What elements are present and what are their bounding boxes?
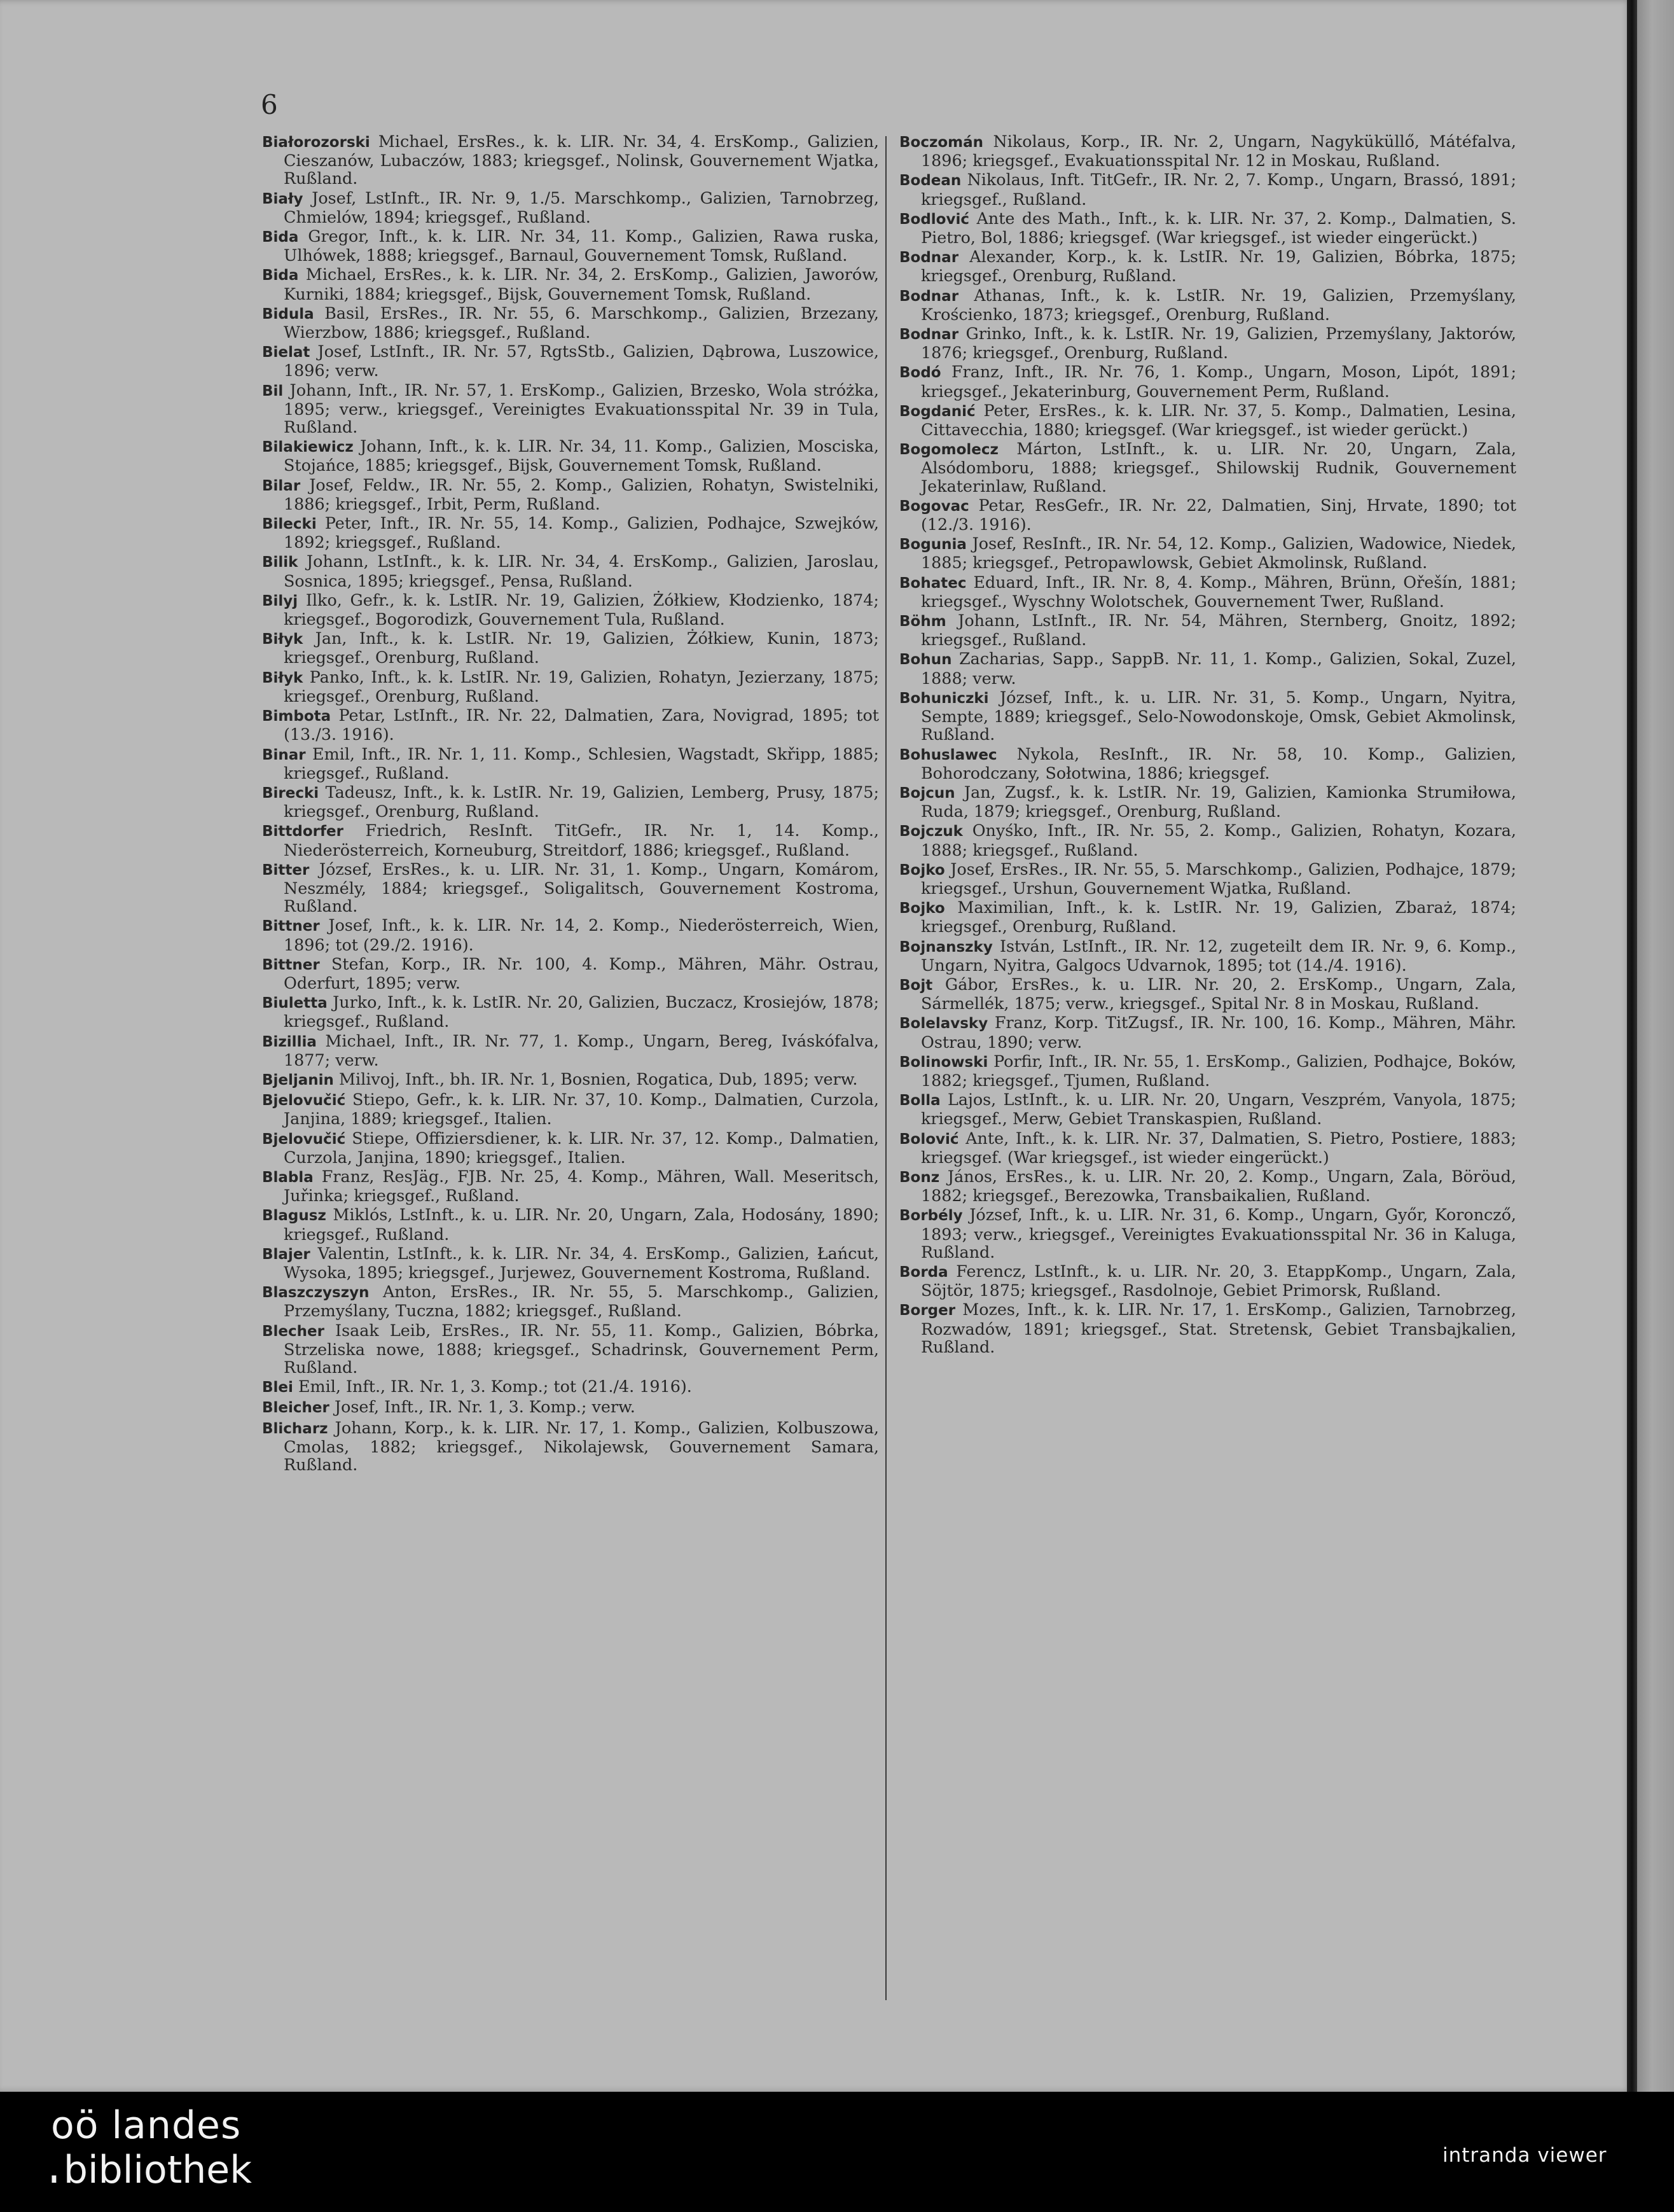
entry-details: Gábor, ErsRes., k. u. LIR. Nr. 20, 2. ErsKomp., Ungarn, Zala, Sármellék, 1875; verw., kriegsgef., Spital Nr. 8 in Moskau, Rußland. — [921, 974, 1516, 1013]
entry-details: József, Inft., k. u. LIR. Nr. 31, 5. Komp., Ungarn, Nyitra, Sempte, 1889; kriegsgef., Selo-Nowodonskoje, Omsk, Gebiet Akmolinsk, Rußland. — [921, 687, 1516, 744]
register-entry — [899, 1206, 1516, 1261]
register-entry — [262, 668, 879, 705]
entry-details: Emil, Inft., IR. Nr. 1, 11. Komp., Schlesien, Wagstadt, Skřipp, 1885; kriegsgef., Rußland. — [284, 744, 879, 783]
entry-details: Stiepe, Offiziersdiener, k. k. LIR. Nr. 37, 12. Komp., Dalmatien, Curzola, Janjina, 1890; kriegsgef., Italien. — [284, 1128, 879, 1167]
register-entry — [262, 783, 879, 820]
entry-surname: Birecki — [262, 784, 319, 802]
next-page-edge — [1637, 0, 1674, 2092]
register-entry — [262, 993, 879, 1030]
entry-details: Franz, Korp. TitZugsf., IR. Nr. 100, 16. Komp., Mähren, Mähr. Ostrau, 1890; verw. — [921, 1013, 1516, 1052]
entry-details: Mozes, Inft., k. k. LIR. Nr. 17, 1. ErsKomp., Galizien, Tarnobrzeg, Rozwadów, 1891; kriegsgef., Stat. Stretensk, Gebiet Transbajkalien, Rußland. — [921, 1300, 1516, 1356]
entry-surname: Borbély — [899, 1207, 963, 1225]
entry-details: Miklós, LstInft., k. u. LIR. Nr. 20, Ungarn, Zala, Hodosány, 1890; kriegsgef., Rußland. — [284, 1205, 879, 1244]
entry-surname: Biłyk — [262, 669, 303, 686]
entry-surname: Bjelovučić — [262, 1130, 346, 1148]
entry-details: Franz, ResJäg., FJB. Nr. 25, 4. Komp., Mähren, Wall. Meseritsch, Juřinka; kriegsgef., Rußland. — [284, 1166, 879, 1206]
register-entry — [262, 552, 879, 589]
entry-surname: Bodlović — [899, 211, 969, 228]
entry-details: Alexander, Korp., k. k. LstIR. Nr. 19, Galizien, Bóbrka, 1875; kriegsgef., Orenburg, Rußland. — [921, 247, 1517, 286]
register-entry — [899, 534, 1516, 571]
entry-details: Zacharias, Sapp., SappB. Nr. 11, 1. Komp., Galizien, Sokal, Zuzel, 1888; verw. — [921, 649, 1517, 688]
left-column — [262, 132, 879, 1475]
register-entry — [899, 496, 1516, 533]
register-entry — [899, 247, 1516, 284]
entry-details: Jurko, Inft., k. k. LstIR. Nr. 20, Galizien, Buczacz, Krosiejów, 1878; kriegsgef., Rußland. — [284, 992, 879, 1031]
entry-details: Josef, Feldw., IR. Nr. 55, 2. Komp., Galizien, Rohatyn, Swistelniki, 1886; kriegsgef., Irbit, Perm, Rußland. — [284, 475, 879, 513]
register-entry — [262, 860, 879, 915]
entry-details: Peter, Inft., IR. Nr. 55, 14. Komp., Galizien, Podhajce, Szwejków, 1892; kriegsgef., Rußland. — [284, 513, 879, 552]
entry-surname: Bolla — [899, 1092, 941, 1109]
entry-surname: Bohun — [899, 651, 952, 669]
register-entry — [899, 209, 1516, 246]
register-entry — [262, 1090, 879, 1127]
entry-surname: Bodó — [899, 365, 941, 382]
entry-details: Josef, Inft., IR. Nr. 1, 3. Komp.; verw. — [334, 1397, 635, 1417]
register-entry — [899, 898, 1516, 935]
entry-surname: Blaszczyszyn — [262, 1284, 370, 1302]
entry-surname: Bittner — [262, 918, 320, 935]
entry-surname: Bojt — [899, 977, 933, 994]
entry-surname: Bogomolecz — [899, 442, 999, 459]
entry-details: Nikolaus, Inft. TitGefr., IR. Nr. 2, 7. Komp., Ungarn, Brassó, 1891; kriegsgef., Rußland. — [921, 170, 1516, 209]
entry-surname: Blicharz — [262, 1420, 328, 1437]
entry-surname: Bojcun — [899, 784, 955, 802]
entry-surname: Biłyk — [262, 631, 303, 648]
entry-surname: Bimbota — [262, 708, 331, 725]
entry-details: Valentin, LstInft., k. k. LIR. Nr. 34, 4. ErsKomp., Galizien, Łańcut, Wysoka, 1895; kriegsgef., Jurjewez, Gouvernement Kostroma, Rußland. — [284, 1243, 879, 1282]
entry-surname: Bolović — [899, 1130, 959, 1148]
entry-details: Grinko, Inft., k. k. LstIR. Nr. 19, Galizien, Przemyślany, Jaktorów, 1876; kriegsgef., Orenburg, Rußland. — [921, 324, 1516, 363]
entry-surname: Bittner — [262, 956, 320, 973]
register-entry — [899, 745, 1516, 782]
entry-details: István, LstInft., IR. Nr. 12, zugeteilt dem IR. Nr. 9, 6. Komp., Ungarn, Nyitra, Galgocs Udvarnok, 1895; tot (14./4. 1916). — [921, 936, 1516, 975]
entry-details: Nykola, ResInft., IR. Nr. 58, 10. Komp., Galizien, Bohorodczany, Sołotwina, 1886; kriegsgef. — [921, 744, 1516, 783]
register-entry — [262, 1398, 879, 1417]
register-entry — [262, 1419, 879, 1474]
entry-surname: Bohatec — [899, 574, 967, 592]
register-entry — [262, 821, 879, 858]
entry-surname: Blagusz — [262, 1207, 326, 1225]
entry-details: Emil, Inft., IR. Nr. 1, 3. Komp.; tot (21./4. 1916). — [298, 1377, 692, 1396]
entry-details: Ante, Inft., k. k. LIR. Nr. 37, Dalmatien, S. Pietro, Postiere, 1883; kriegsgef. (War kriegsgef., ist wieder eingerückt.) — [921, 1128, 1516, 1167]
register-entry — [899, 170, 1516, 207]
entry-details: Lajos, LstInft., k. u. LIR. Nr. 20, Ungarn, Veszprém, Vanyola, 1875; kriegsgef., Merw, Gebiet Transkaspien, Rußland. — [921, 1090, 1516, 1129]
register-entry — [262, 381, 879, 436]
register-entry — [899, 937, 1516, 974]
entry-details: Athanas, Inft., k. k. LstIR. Nr. 19, Galizien, Przemyślany, Krościenko, 1873; kriegsgef., Orenburg, Rußland. — [921, 285, 1516, 324]
entry-details: Michael, ErsRes., k. k. LIR. Nr. 34, 2. ErsKomp., Galizien, Jaworów, Kurniki, 1884; kriegsgef., Bijsk, Gouvernement Tomsk, Rußland. — [284, 265, 879, 303]
register-entry — [262, 304, 879, 341]
entry-surname: Blei — [262, 1379, 293, 1396]
entry-details: Josef, LstInft., IR. Nr. 9, 1./5. Marschkomp., Galizien, Tarnobrzeg, Chmielów, 1894; kriegsgef., Rußland. — [284, 188, 879, 226]
entry-details: Anton, ErsRes., IR. Nr. 55, 5. Marschkomp., Galizien, Przemyślany, Tuczna, 1882; kriegsgef., Rußland. — [284, 1282, 879, 1321]
entry-surname: Bilecki — [262, 516, 317, 533]
entry-surname: Blajer — [262, 1246, 310, 1263]
register-entry — [262, 265, 879, 302]
register-entry — [262, 1167, 879, 1204]
entry-surname: Biuletta — [262, 995, 328, 1012]
entry-surname: Bida — [262, 229, 299, 246]
register-entry — [899, 363, 1516, 400]
entry-surname: Bodnar — [899, 326, 959, 344]
entry-surname: Blecher — [262, 1323, 324, 1340]
entry-surname: Borger — [899, 1302, 956, 1319]
book-spine — [1627, 0, 1637, 2092]
register-entry — [899, 783, 1516, 820]
register-entry — [899, 1167, 1516, 1204]
entry-surname: Bojko — [899, 900, 945, 917]
entry-surname: Bilakiewicz — [262, 439, 354, 456]
entry-details: Johann, Korp., k. k. LIR. Nr. 17, 1. Komp., Galizien, Kolbuszowa, Cmolas, 1882; kriegsgef., Nikolajewsk, Gouvernement Samara, Rußland. — [284, 1417, 879, 1475]
register-entry — [262, 189, 879, 226]
register-entry — [262, 1070, 879, 1089]
logo-bars-icon: III — [51, 2173, 55, 2185]
register-entry — [262, 1244, 879, 1281]
entry-surname: Bidula — [262, 305, 314, 323]
register-entry — [262, 706, 879, 743]
entry-details: Porfir, Inft., IR. Nr. 55, 1. ErsKomp., Galizien, Podhajce, Boków, 1882; kriegsgef., Tjumen, Rußland. — [921, 1051, 1516, 1090]
entry-surname: Bodnar — [899, 288, 959, 305]
entry-details: Jan, Inft., k. k. LstIR. Nr. 19, Galizien, Żółkiew, Kunin, 1873; kriegsgef., Orenburg, Rußland. — [284, 629, 879, 667]
logo-line-2: bibliothek — [63, 2148, 252, 2192]
entry-surname: Blabla — [262, 1169, 314, 1186]
entry-surname: Bilik — [262, 554, 298, 571]
entry-surname: Bjelovučić — [262, 1092, 346, 1109]
entry-surname: Bohuslawec — [899, 746, 997, 763]
entry-surname: Borda — [899, 1263, 948, 1281]
entry-surname: Bilyj — [262, 592, 298, 609]
entry-surname: Bojnanszky — [899, 938, 993, 956]
entry-details: Johann, LstInft., k. k. LIR. Nr. 34, 4. ErsKomp., Galizien, Jaroslau, Sosnica, 1895; kriegsgef., Pensa, Rußland. — [284, 552, 880, 590]
entry-surname: Boczomán — [899, 134, 984, 151]
viewer-brand[interactable]: intranda viewer — [1442, 2144, 1607, 2167]
register-entry — [899, 401, 1516, 438]
entry-details: Ilko, Gefr., k. k. LstIR. Nr. 19, Galizien, Żółkiew, Kłodzienko, 1874; kriegsgef., Bogorodizk, Gouvernement Tula, Rußland. — [284, 590, 879, 629]
entry-details: Milivoj, Inft., bh. IR. Nr. 1, Bosnien, Rogatica, Dub, 1895; verw. — [339, 1069, 858, 1089]
register-entry — [262, 1321, 879, 1377]
right-column — [899, 132, 1516, 1357]
entry-surname: Bogunia — [899, 536, 967, 553]
entry-surname: Bizillia — [262, 1033, 317, 1050]
entry-details: Johann, Inft., IR. Nr. 57, 1. ErsKomp., Galizien, Brzesko, Wola stróżka, 1895; verw., kriegsgef., Vereinigtes Evakuationsspital Nr. 39 in Tula, Rußland. — [284, 380, 879, 437]
register-entry — [262, 1032, 879, 1069]
register-entry — [262, 476, 879, 513]
entry-details: Gregor, Inft., k. k. LIR. Nr. 34, 11. Komp., Galizien, Rawa ruska, Ulhówek, 1888; kriegsgef., Barnaul, Gouvernement Tomsk, Rußland. — [284, 226, 879, 265]
library-logo[interactable] — [51, 2103, 252, 2192]
entry-details: Peter, ErsRes., k. k. LIR. Nr. 37, 5. Komp., Dalmatien, Lesina, Cittavecchia, 1880; kriegsgef. (War kriegsgef., ist wieder gerückt.) — [921, 400, 1516, 440]
register-entry — [899, 611, 1516, 648]
entry-details: Nikolaus, Korp., IR. Nr. 2, Ungarn, Nagyküküllő, Mátéfalva, 1896; kriegsgef., Evakuationsspital Nr. 12 in Moskau, Rußland. — [921, 132, 1516, 170]
register-entry — [899, 688, 1516, 744]
entry-surname: Bil — [262, 382, 284, 400]
entry-surname: Bielat — [262, 344, 310, 361]
entry-details: Panko, Inft., k. k. LstIR. Nr. 19, Galizien, Rohatyn, Jezierzany, 1875; kriegsgef., Orenburg, Rußland. — [284, 667, 879, 706]
entry-surname: Bitter — [262, 861, 310, 879]
register-entry — [899, 324, 1516, 361]
entry-surname: Bilar — [262, 477, 301, 494]
entry-details: Johann, LstInft., IR. Nr. 54, Mähren, Sternberg, Gnoitz, 1892; kriegsgef., Rußland. — [921, 611, 1516, 650]
logo-line-1: oö landes — [51, 2103, 242, 2148]
entry-details: Ferencz, LstInft., k. u. LIR. Nr. 20, 3. EtappKomp., Ungarn, Zala, Söjtör, 1875; kriegsgef., Rasdolnoje, Gebiet Primorsk, Rußland. — [921, 1261, 1516, 1300]
register-entry — [899, 860, 1516, 897]
register-entry — [899, 1013, 1516, 1050]
entry-details: Josef, Inft., k. k. LIR. Nr. 14, 2. Komp., Niederösterreich, Wien, 1896; tot (29./2. 1916). — [284, 915, 879, 954]
register-entry — [262, 514, 879, 551]
entry-details: Friedrich, ResInft. TitGefr., IR. Nr. 1, 14. Komp., Niederösterreich, Korneuburg, Streitdorf, 1886; kriegsgef., Rußland. — [284, 821, 879, 859]
register-entry — [899, 1052, 1516, 1089]
column-divider — [885, 136, 887, 2000]
entry-details: Petar, ResGefr., IR. Nr. 22, Dalmatien, Sinj, Hrvate, 1890; tot (12./3. 1916). — [921, 495, 1516, 534]
register-entry — [262, 1206, 879, 1242]
entry-surname: Bida — [262, 267, 299, 284]
entry-details: Petar, LstInft., IR. Nr. 22, Dalmatien, Zara, Novigrad, 1895; tot (13./3. 1916). — [284, 706, 879, 744]
entry-details: Isaak Leib, ErsRes., IR. Nr. 55, 11. Komp., Galizien, Bóbrka, Strzeliska nowe, 1888; kriegsgef., Schadrinsk, Gouvernement Perm, Rußland. — [284, 1320, 879, 1377]
entry-details: Stefan, Korp., IR. Nr. 100, 4. Komp., Mähren, Mähr. Ostrau, Oderfurt, 1895; verw. — [284, 954, 879, 992]
entry-details: Josef, ErsRes., IR. Nr. 55, 5. Marschkomp., Galizien, Podhajce, 1879; kriegsgef., Urshun, Gouvernement Wjatka, Rußland. — [921, 859, 1516, 898]
register-entry — [262, 437, 879, 474]
register-entry — [899, 975, 1516, 1012]
entry-details: Eduard, Inft., IR. Nr. 8, 4. Komp., Mähren, Brünn, Ořešín, 1881; kriegsgef., Wyschny Wolotschek, Gouvernement Twer, Rußland. — [921, 572, 1516, 611]
register-entry — [899, 132, 1516, 169]
entry-details: Michael, ErsRes., k. k. LIR. Nr. 34, 4. ErsKomp., Galizien, Cieszanów, Lubaczów, 1883; kriegsgef., Nolinsk, Gouvernement Wjatka, Rußland. — [284, 132, 879, 188]
entry-surname: Bjeljanin — [262, 1071, 334, 1089]
register-entry — [899, 573, 1516, 610]
register-entry — [262, 1377, 879, 1396]
entry-details: Onyśko, Inft., IR. Nr. 55, 2. Komp., Galizien, Rohatyn, Kozara, 1888; kriegsgef., Rußland. — [921, 821, 1516, 859]
entry-surname: Białorozorski — [262, 134, 370, 151]
entry-details: Johann, Inft., k. k. LIR. Nr. 34, 11. Komp., Galizien, Mosciska, Stojańce, 1885; kriegsgef., Bijsk, Gouvernement Tomsk, Rußland. — [284, 436, 879, 475]
entry-surname: Biały — [262, 190, 303, 207]
entry-surname: Bonz — [899, 1169, 940, 1186]
entry-details: Tadeusz, Inft., k. k. LstIR. Nr. 19, Galizien, Lemberg, Prusy, 1875; kriegsgef., Orenburg, Rußland. — [284, 782, 879, 821]
register-entry — [262, 955, 879, 992]
entry-details: Franz, Inft., IR. Nr. 76, 1. Komp., Ungarn, Moson, Lipót, 1891; kriegsgef., Jekaterinburg, Gouvernement Perm, Rußland. — [921, 362, 1516, 401]
entry-surname: Bojko — [899, 861, 945, 879]
register-entry — [899, 286, 1516, 323]
entry-details: József, ErsRes., k. u. LIR. Nr. 31, 1. Komp., Ungarn, Komárom, Neszmély, 1884; kriegsgef., Soligalitsch, Gouvernement Kostroma, Rußland. — [284, 859, 879, 916]
entry-surname: Binar — [262, 746, 306, 763]
register-entry — [262, 745, 879, 782]
entry-surname: Bohuniczki — [899, 690, 989, 707]
entry-details: János, ErsRes., k. u. LIR. Nr. 20, 2. Komp., Ungarn, Zala, Böröud, 1882; kriegsgef., Berezowka, Transbaikalien, Rußland. — [921, 1166, 1516, 1206]
register-entry — [899, 1300, 1516, 1356]
register-entry — [262, 132, 879, 188]
register-entry — [262, 591, 879, 628]
register-entry — [262, 1283, 879, 1319]
entry-surname: Bodean — [899, 172, 962, 190]
entry-details: Márton, LstInft., k. u. LIR. Nr. 20, Ungarn, Zala, Alsódomboru, 1888; kriegsgef., Shilowskij Rudnik, Gouvernement Jekaterinlaw, Rußland. — [921, 439, 1516, 496]
register-entry — [899, 1090, 1516, 1127]
register-entry — [262, 629, 879, 666]
register-entry — [899, 1129, 1516, 1166]
page-number: 6 — [261, 89, 278, 120]
register-entry — [262, 916, 879, 953]
register-entry — [899, 821, 1516, 858]
register-entry — [899, 1262, 1516, 1299]
entry-surname: Bogdanić — [899, 403, 976, 420]
register-entry — [262, 227, 879, 264]
entry-details: Maximilian, Inft., k. k. LstIR. Nr. 19, Galizien, Zbaraż, 1874; kriegsgef., Orenburg, Rußland. — [921, 898, 1516, 936]
register-entry — [899, 650, 1516, 686]
entry-surname: Böhm — [899, 613, 946, 630]
entry-surname: Bolelavsky — [899, 1015, 988, 1033]
entry-surname: Bleicher — [262, 1400, 329, 1417]
entry-details: Ante des Math., Inft., k. k. LIR. Nr. 37, 2. Komp., Dalmatien, S. Pietro, Bol, 1886; kriegsgef. (War kriegsgef., ist wieder eingerückt.) — [921, 208, 1516, 247]
entry-details: Basil, ErsRes., IR. Nr. 55, 6. Marschkomp., Galizien, Brzezany, Wierzbow, 1886; kriegsgef., Rußland. — [284, 303, 880, 342]
entry-surname: Bojczuk — [899, 823, 963, 840]
register-entry — [899, 440, 1516, 495]
register-entry — [262, 1129, 879, 1166]
entry-details: Josef, LstInft., IR. Nr. 57, RgtsStb., Galizien, Dąbrowa, Luszowice, 1896; verw. — [284, 342, 879, 380]
entry-surname: Bogovac — [899, 497, 969, 515]
entry-surname: Bolinowski — [899, 1054, 988, 1071]
entry-details: Jan, Zugsf., k. k. LstIR. Nr. 19, Galizien, Kamionka Strumiłowa, Ruda, 1879; kriegsgef., Orenburg, Rußland. — [921, 782, 1516, 821]
entry-details: József, Inft., k. u. LIR. Nr. 31, 6. Komp., Ungarn, Győr, Koroncző, 1893; verw., kriegsgef., Vereinigtes Evakuationsspital Nr. 36 in Kaluga, Rußland. — [921, 1205, 1516, 1262]
entry-surname: Bittdorfer — [262, 823, 343, 840]
register-entry — [262, 342, 879, 379]
entry-details: Josef, ResInft., IR. Nr. 54, 12. Komp., Galizien, Wadowice, Niedek, 1885; kriegsgef., Petropawlowsk, Gebiet Akmolinsk, Rußland. — [921, 534, 1516, 573]
entry-details: Michael, Inft., IR. Nr. 77, 1. Komp., Ungarn, Bereg, Iváskófalva, 1877; verw. — [284, 1031, 879, 1069]
entry-details: Stiepo, Gefr., k. k. LIR. Nr. 37, 10. Komp., Dalmatien, Curzola, Janjina, 1889; kriegsgef., Italien. — [284, 1090, 879, 1129]
entry-surname: Bodnar — [899, 249, 959, 267]
